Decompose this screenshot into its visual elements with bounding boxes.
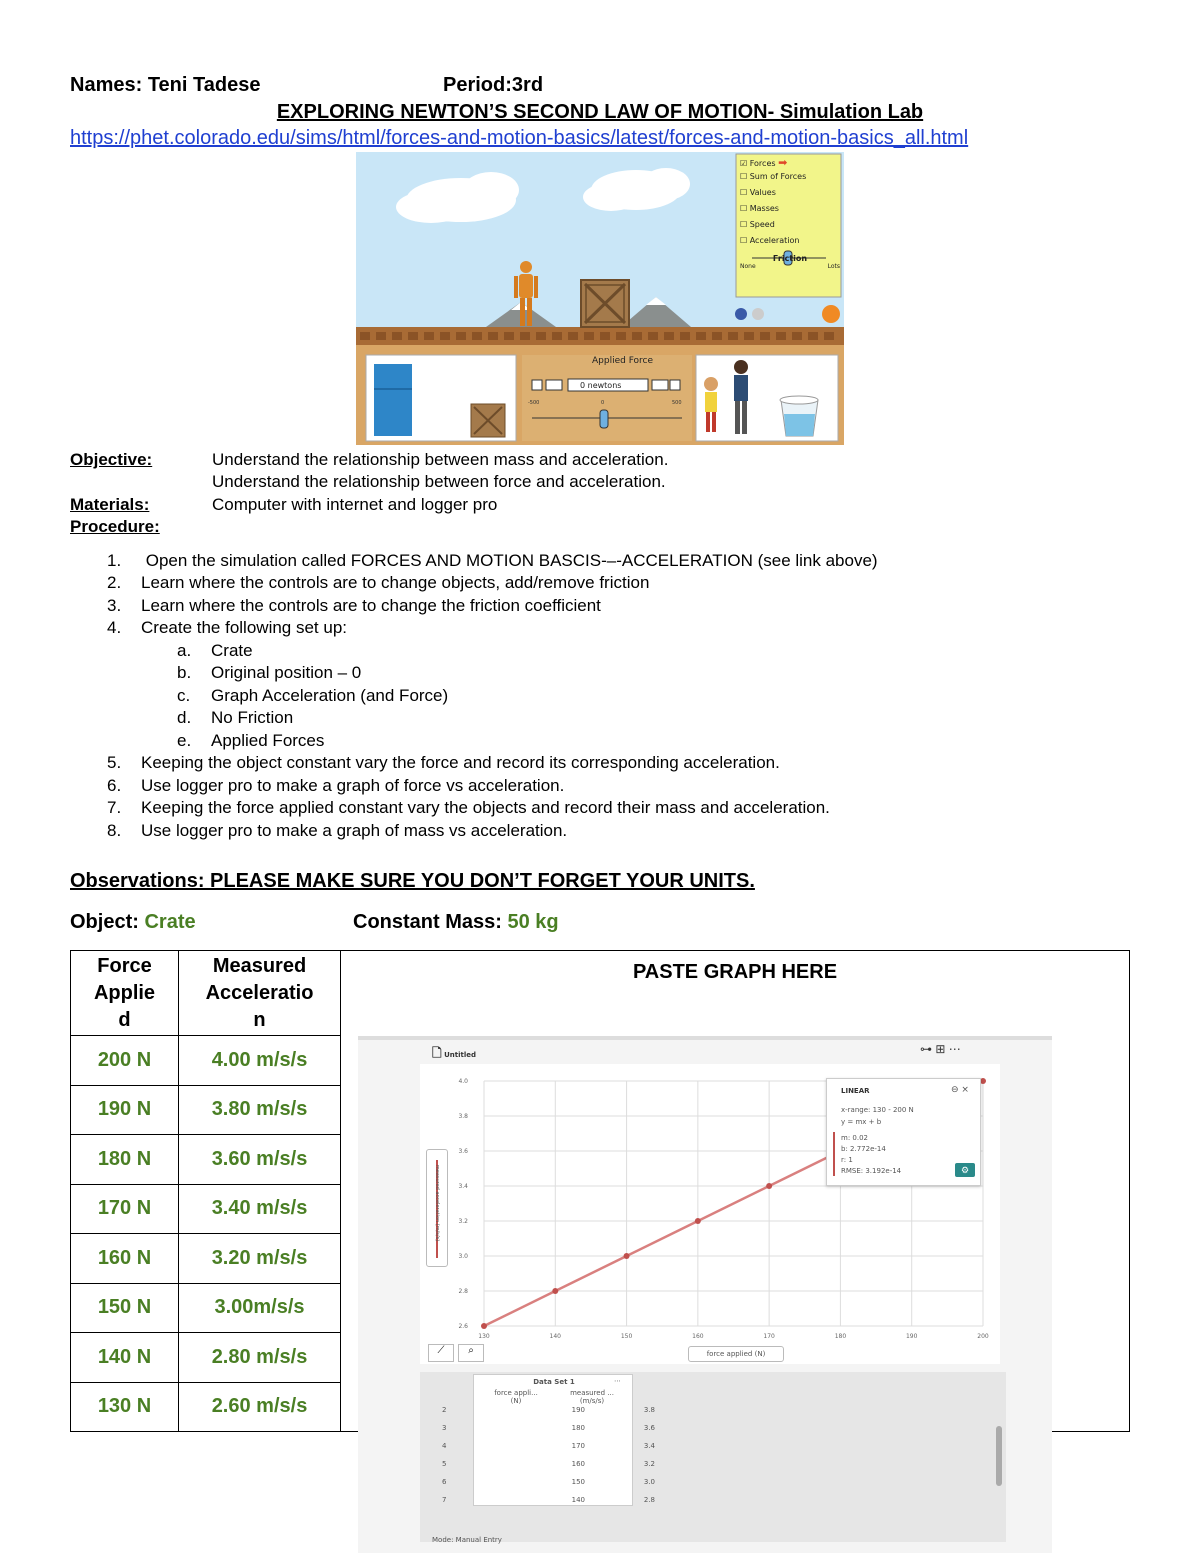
procedure-substep-b bbox=[177, 663, 361, 683]
table-col1-header bbox=[478, 1389, 554, 1405]
x-tick-label: 130 bbox=[478, 1333, 490, 1340]
data-point bbox=[695, 1218, 701, 1224]
mode-label: Mode: Manual Entry bbox=[432, 1536, 502, 1544]
y-tick-label: 2.8 bbox=[458, 1288, 468, 1295]
procedure-step-2 bbox=[107, 573, 649, 593]
file-title: Untitled bbox=[444, 1051, 477, 1059]
option-forces-label: Forces bbox=[749, 159, 776, 168]
row-acceleration: 3.4 bbox=[643, 1442, 655, 1450]
fridge bbox=[374, 364, 412, 436]
option-speed[interactable]: ☐ Speed bbox=[740, 220, 775, 229]
data-point bbox=[624, 1253, 630, 1259]
friction-title: Friction bbox=[772, 254, 808, 263]
objective-2: Understand the relationship between force and acceleration. bbox=[212, 472, 666, 491]
mass-label: Constant Mass: bbox=[353, 911, 502, 933]
linear-fit-box bbox=[826, 1078, 981, 1186]
row-force: 170 bbox=[571, 1442, 585, 1450]
fit-range: x-range: 130 - 200 N bbox=[841, 1106, 914, 1114]
step-number: 2. bbox=[107, 573, 122, 592]
objective-label: Objective: bbox=[70, 450, 153, 469]
y-tick-label: 3.0 bbox=[458, 1253, 468, 1260]
force-slider-thumb[interactable] bbox=[600, 410, 608, 428]
names-label: Names: bbox=[70, 74, 143, 96]
option-sum-of-forces[interactable]: ☐ Sum of Forces bbox=[740, 172, 807, 181]
option-sum-label: Sum of Forces bbox=[749, 172, 807, 181]
substep-text: Crate bbox=[211, 641, 253, 660]
row-index: 5 bbox=[442, 1460, 447, 1468]
row-acceleration: 3.2 bbox=[643, 1460, 655, 1468]
object-label: Object: bbox=[70, 911, 139, 933]
more-icon[interactable]: ⋯ bbox=[948, 1042, 961, 1056]
period-line bbox=[443, 74, 543, 97]
substep-text: No Friction bbox=[211, 708, 294, 727]
logger-pro-screenshot bbox=[358, 1036, 1052, 1553]
acceleration-cell: 2.60 m/s/s bbox=[179, 1382, 341, 1432]
option-speed-label: Speed bbox=[749, 220, 775, 229]
row-index: 4 bbox=[442, 1442, 447, 1450]
row-acceleration: 3.8 bbox=[643, 1406, 655, 1414]
force-value: 0 newtons bbox=[580, 381, 622, 390]
x-tick-label: 140 bbox=[549, 1333, 562, 1340]
header-text: Acceleratio bbox=[205, 982, 314, 1004]
crate bbox=[581, 280, 629, 327]
friction-min: None bbox=[740, 263, 756, 270]
x-tick-label: 160 bbox=[692, 1333, 704, 1340]
fit-close-icon[interactable]: ⊖ × bbox=[951, 1085, 969, 1095]
force-inc-large-button[interactable] bbox=[670, 380, 680, 390]
fit-rmse: RMSE: 3.192e-14 bbox=[841, 1167, 902, 1175]
document-icon: 🗋 bbox=[432, 1046, 442, 1060]
applied-force-title: Applied Force bbox=[592, 356, 654, 366]
dataset-table bbox=[473, 1374, 633, 1506]
option-forces[interactable]: ☑ Forces ➡ bbox=[740, 156, 788, 169]
x-tick-label: 150 bbox=[620, 1333, 633, 1340]
y-tick-label: 4.0 bbox=[458, 1078, 468, 1085]
col-header-acceleration bbox=[179, 951, 341, 1036]
procedure-step-4 bbox=[107, 618, 347, 638]
step-number: 5. bbox=[107, 753, 122, 772]
col2-unit: (m/s/s) bbox=[579, 1397, 605, 1405]
fit-title: LINEAR bbox=[841, 1087, 870, 1095]
substep-letter: e. bbox=[177, 731, 192, 750]
object-value: Crate bbox=[144, 911, 196, 933]
friction-range bbox=[740, 263, 840, 270]
row-acceleration: 3.0 bbox=[643, 1478, 655, 1486]
period-value: 3rd bbox=[511, 74, 544, 96]
settings-gear-icon[interactable]: ⚙ bbox=[955, 1163, 975, 1177]
procedure-label: Procedure: bbox=[70, 517, 160, 536]
header-text: d bbox=[118, 1009, 131, 1031]
options-list bbox=[740, 156, 840, 270]
bucket bbox=[780, 396, 818, 436]
y-tick-label: 3.4 bbox=[458, 1183, 468, 1190]
force-dec-button[interactable] bbox=[546, 380, 562, 390]
row-force: 140 bbox=[571, 1496, 585, 1504]
names-line bbox=[70, 74, 260, 97]
x-tick-label: 200 bbox=[977, 1333, 989, 1340]
row-index: 6 bbox=[442, 1478, 447, 1486]
slider-max: 500 bbox=[672, 400, 682, 406]
force-cell: 170 N bbox=[71, 1184, 179, 1234]
procedure-substep-e bbox=[177, 731, 324, 751]
force-dec-large-button[interactable] bbox=[532, 380, 542, 390]
mass-line bbox=[353, 911, 559, 934]
force-inc-button[interactable] bbox=[652, 380, 668, 390]
step-text: Keeping the object constant vary the force and record its corresponding acceleration. bbox=[141, 753, 780, 772]
row-force: 190 bbox=[571, 1406, 585, 1414]
paste-graph-label: PASTE GRAPH HERE bbox=[632, 961, 838, 983]
procedure-step-1 bbox=[107, 551, 878, 571]
x-tick-label: 190 bbox=[905, 1333, 918, 1340]
procedure-step-5 bbox=[107, 753, 780, 773]
option-values[interactable]: ☐ Values bbox=[740, 188, 776, 197]
option-masses-label: Masses bbox=[749, 204, 779, 213]
col2-name: measured ... bbox=[570, 1389, 614, 1397]
zoom-icon[interactable]: ⌕ bbox=[458, 1344, 484, 1362]
connect-icon[interactable]: ⊶ bbox=[920, 1042, 932, 1056]
row-force: 150 bbox=[571, 1478, 585, 1486]
row-acceleration: 3.6 bbox=[643, 1424, 655, 1432]
acceleration-cell: 3.40 m/s/s bbox=[179, 1184, 341, 1234]
table-col2-header bbox=[554, 1389, 630, 1405]
page-title: EXPLORING NEWTON’S SECOND LAW OF MOTION- Simulation Lab bbox=[276, 101, 924, 123]
row-index: 7 bbox=[442, 1496, 447, 1504]
slider-min: -500 bbox=[528, 400, 540, 406]
header-text: Applie bbox=[93, 982, 156, 1004]
step-number: 3. bbox=[107, 596, 122, 615]
force-cell: 160 N bbox=[71, 1234, 179, 1284]
force-cell: 180 N bbox=[71, 1135, 179, 1185]
mass-value: 50 kg bbox=[507, 911, 559, 933]
table-scrollbar[interactable] bbox=[996, 1426, 1002, 1486]
friction-max: Lots bbox=[827, 263, 840, 270]
dataset-title: Data Set 1 bbox=[533, 1378, 575, 1386]
row-acceleration: 2.8 bbox=[643, 1496, 655, 1504]
step-number: 1. bbox=[107, 551, 122, 570]
force-cell: 190 N bbox=[71, 1085, 179, 1135]
substep-letter: a. bbox=[177, 641, 192, 660]
step-text: Use logger pro to make a graph of mass vs acceleration. bbox=[141, 821, 568, 840]
simulation-screenshot bbox=[356, 152, 844, 445]
table-header-row bbox=[71, 951, 1130, 1036]
substep-text: Applied Forces bbox=[211, 731, 325, 750]
step-text: Create the following set up: bbox=[141, 618, 348, 637]
procedure-step-6 bbox=[107, 776, 564, 796]
force-arrow-icon: ➡ bbox=[778, 156, 788, 169]
row-index: 3 bbox=[442, 1424, 447, 1432]
header-text: n bbox=[253, 1009, 266, 1031]
col-header-force bbox=[71, 951, 179, 1036]
objective-1: Understand the relationship between mass and acceleration. bbox=[212, 450, 669, 469]
x-tick-label: 180 bbox=[834, 1333, 847, 1340]
force-cell: 140 N bbox=[71, 1333, 179, 1383]
procedure-substep-a bbox=[177, 641, 253, 661]
header-text: Force bbox=[97, 955, 152, 977]
row-index: 2 bbox=[442, 1406, 447, 1414]
fit-m: m: 0.02 bbox=[841, 1134, 868, 1142]
step-text: Open the simulation called FORCES AND MOTION BASCIS-–-ACCELERATION (see link above) bbox=[141, 551, 878, 570]
option-values-label: Values bbox=[749, 188, 776, 197]
slider-mid: 0 bbox=[601, 400, 605, 406]
acceleration-cell: 4.00 m/s/s bbox=[179, 1036, 341, 1086]
procedure-step-7 bbox=[107, 798, 830, 818]
acceleration-cell: 3.80 m/s/s bbox=[179, 1085, 341, 1135]
y-axis-label: measured acceleration (m/s/s) bbox=[434, 1164, 440, 1242]
row-force: 160 bbox=[571, 1460, 585, 1468]
procedure-step-8 bbox=[107, 821, 567, 841]
option-masses[interactable]: ☐ Masses bbox=[740, 204, 779, 213]
y-tick-label: 2.6 bbox=[458, 1323, 468, 1330]
option-acceleration[interactable]: ☐ Acceleration bbox=[740, 236, 800, 245]
acceleration-cell: 3.60 m/s/s bbox=[179, 1135, 341, 1185]
force-cell: 200 N bbox=[71, 1036, 179, 1086]
col1-name: force appli... bbox=[494, 1389, 538, 1397]
acceleration-cell: 3.00m/s/s bbox=[179, 1283, 341, 1333]
materials-label: Materials: bbox=[70, 495, 150, 514]
names-value: Teni Tadese bbox=[147, 74, 261, 96]
option-accel-label: Acceleration bbox=[749, 236, 800, 245]
sim-link[interactable]: https://phet.colorado.edu/sims/html/forces-and-motion-basics/latest/forces-and-motion-basics_all.html bbox=[70, 127, 969, 149]
step-text: Learn where the controls are to change objects, add/remove friction bbox=[141, 573, 650, 592]
substep-text: Original position – 0 bbox=[211, 663, 362, 682]
y-tick-label: 3.8 bbox=[458, 1113, 468, 1120]
force-cell: 150 N bbox=[71, 1283, 179, 1333]
data-point bbox=[481, 1323, 487, 1329]
substep-letter: b. bbox=[177, 663, 192, 682]
fit-series-swatch bbox=[833, 1132, 835, 1176]
observations-heading: Observations: PLEASE MAKE SURE YOU DON’T FORGET YOUR UNITS. bbox=[70, 870, 755, 892]
substep-letter: c. bbox=[177, 686, 191, 705]
y-tick-label: 3.2 bbox=[458, 1218, 468, 1225]
data-point bbox=[766, 1183, 772, 1189]
substep-letter: d. bbox=[177, 708, 192, 727]
procedure-substep-c bbox=[177, 686, 448, 706]
force-cell: 130 N bbox=[71, 1382, 179, 1432]
materials-value: Computer with internet and logger pro bbox=[212, 495, 498, 514]
step-button[interactable] bbox=[752, 308, 764, 320]
acceleration-cell: 2.80 m/s/s bbox=[179, 1333, 341, 1383]
period-label: Period: bbox=[443, 74, 512, 96]
step-text: Use logger pro to make a graph of force vs acceleration. bbox=[141, 776, 565, 795]
row-force: 180 bbox=[571, 1424, 585, 1432]
step-number: 7. bbox=[107, 798, 122, 817]
y-tick-label: 3.6 bbox=[458, 1148, 468, 1155]
step-text: Learn where the controls are to change the friction coefficient bbox=[141, 596, 601, 615]
reset-button[interactable] bbox=[822, 305, 840, 323]
x-axis-label[interactable]: force applied (N) bbox=[688, 1346, 784, 1362]
x-tick-label: 170 bbox=[763, 1333, 775, 1340]
acceleration-cell: 3.20 m/s/s bbox=[179, 1234, 341, 1284]
substep-text: Graph Acceleration (and Force) bbox=[211, 686, 449, 705]
col1-unit: (N) bbox=[510, 1397, 522, 1405]
layout-icon[interactable]: ⊞ bbox=[935, 1042, 946, 1056]
fit-b: b: 2.772e-14 bbox=[841, 1145, 886, 1153]
pause-button[interactable] bbox=[735, 308, 747, 320]
dataset-more-icon[interactable]: ⋯ bbox=[614, 1377, 621, 1385]
header-text: Measured bbox=[212, 955, 307, 977]
step-number: 6. bbox=[107, 776, 122, 795]
step-number: 4. bbox=[107, 618, 122, 637]
procedure-step-3 bbox=[107, 596, 601, 616]
data-point bbox=[552, 1288, 558, 1294]
graph-tool-icon[interactable]: ⟋ bbox=[428, 1344, 454, 1362]
step-text: Keeping the force applied constant vary the objects and record their mass and acceleration. bbox=[141, 798, 830, 817]
procedure-substep-d bbox=[177, 708, 293, 728]
fit-equation: y = mx + b bbox=[841, 1118, 882, 1126]
step-number: 8. bbox=[107, 821, 122, 840]
fit-r: r: 1 bbox=[841, 1156, 853, 1164]
object-line bbox=[70, 911, 196, 934]
